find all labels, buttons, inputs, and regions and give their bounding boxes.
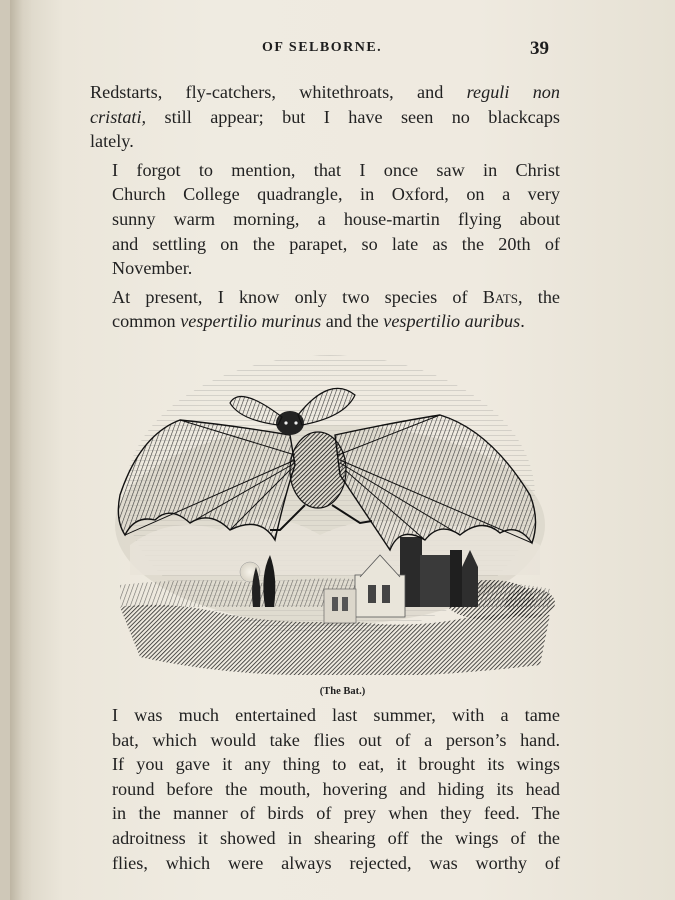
text-span: still appear; but I have seen no blackcaps xyxy=(146,106,560,127)
text-line xyxy=(90,80,560,105)
text-line: adroitness it showed in shearing off the wings of the xyxy=(112,827,560,848)
text-line: round before the mouth, hovering and hiding its head xyxy=(112,778,560,799)
latin-term: vespertilio auribus xyxy=(383,311,521,332)
running-title: OF SELBORNE. xyxy=(262,40,383,55)
text-span: , the xyxy=(518,286,560,307)
latin-term: vespertilio murinus xyxy=(180,311,322,332)
text-span: Redstarts, fly-catchers, whitethroats, and xyxy=(90,82,467,102)
text-line: sunny warm morning, a house-martin flying about xyxy=(112,208,560,229)
text-span: At present, I know only two species of xyxy=(112,286,483,307)
page-gutter xyxy=(10,0,32,900)
paragraph-oxford xyxy=(90,158,560,281)
paragraph-bats-species xyxy=(90,285,560,334)
text-line: and settling on the parapet, so late as the 20th of xyxy=(112,233,560,254)
text-line xyxy=(90,285,560,310)
text-line: bat, which would take flies out of a person’s hand. xyxy=(112,729,560,750)
latin-term: reguli non xyxy=(466,82,560,102)
text-block-bottom xyxy=(90,703,560,879)
figure-caption: (The Bat.) xyxy=(319,686,366,697)
page-header xyxy=(10,38,675,62)
text-line: If you gave it any thing to eat, it brought its wings xyxy=(112,754,560,775)
paragraph-redstarts xyxy=(90,80,560,154)
text-line: I forgot to mention, that I once saw in Christ xyxy=(112,159,560,180)
text-line: in the manner of birds of prey when they feed. The xyxy=(112,803,560,824)
text-line xyxy=(90,105,560,130)
text-line xyxy=(90,309,560,334)
text-line: I was much entertained last summer, with a tame xyxy=(112,705,560,725)
text-span: common xyxy=(112,311,181,332)
text-line: lately. xyxy=(90,131,134,152)
text-span: and the xyxy=(321,311,384,332)
text-span: . xyxy=(520,311,525,332)
text-line: flies, which were always rejected, was worthy of xyxy=(112,852,560,873)
bats-smallcaps: Bats xyxy=(482,286,518,307)
page-number: 39 xyxy=(530,38,549,59)
text-line: Church College quadrangle, in Oxford, on a very xyxy=(112,184,560,205)
latin-term: cristati, xyxy=(90,106,147,127)
text-block-top xyxy=(90,80,560,338)
paragraph-tame-bat xyxy=(90,703,560,875)
book-page xyxy=(10,0,675,900)
bat-engraving xyxy=(110,345,560,675)
text-line: November. xyxy=(112,258,193,279)
